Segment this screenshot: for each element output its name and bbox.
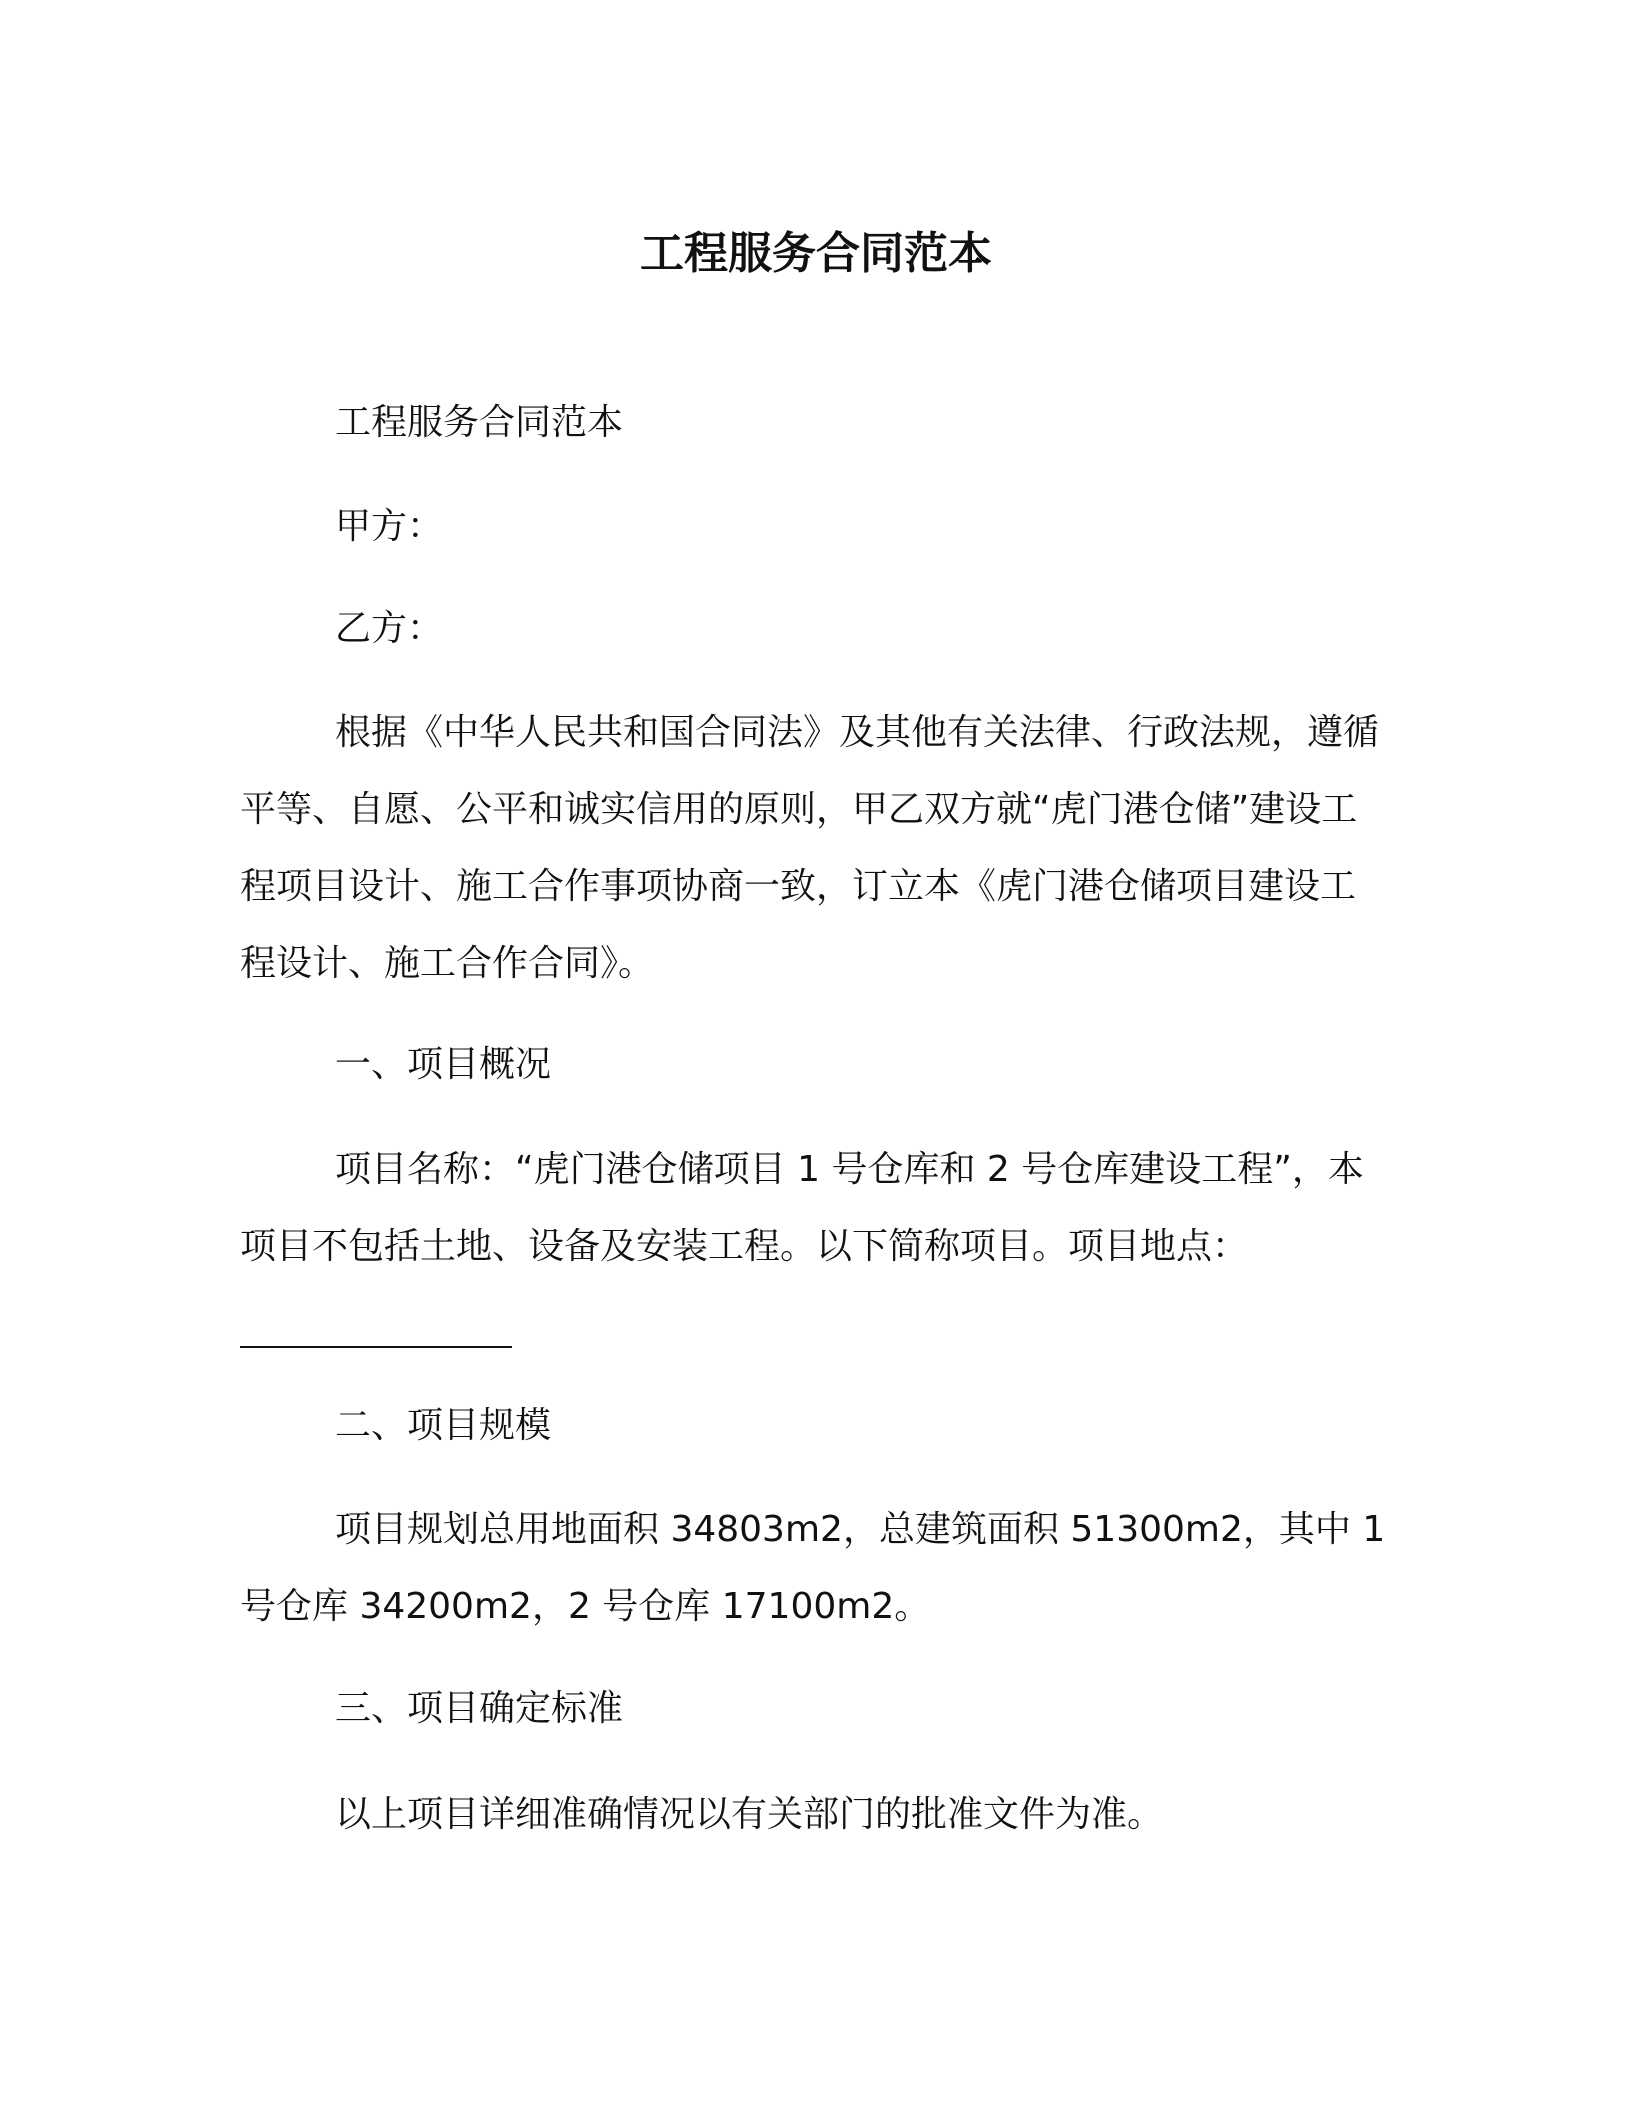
document-title: 工程服务合同范本 — [640, 228, 992, 279]
party-b-label: 乙方： — [335, 608, 444, 649]
section-1-body: 项目名称：“虎门港仓储项目 1 号仓库和 2 号仓库建设工程”，本项目不包括土地、设备及安装工程。以下简称项目。项目地点： — [240, 1149, 1364, 1267]
section-2-heading: 二、项目规模 — [335, 1405, 552, 1446]
section-2-body: 项目规划总用地面积 34803m2，总建筑面积 51300m2，其中 1 号仓库 34200m2，2 号仓库 17100m2。 — [240, 1509, 1386, 1627]
section-1-heading: 一、项目概况 — [335, 1044, 552, 1085]
project-location-blank — [240, 1346, 512, 1348]
section-3-heading: 三、项目确定标准 — [335, 1688, 624, 1729]
preamble-paragraph: 根据《中华人民共和国合同法》及其他有关法律、行政法规，遵循平等、自愿、公平和诚实信用的原则，甲乙双方就“虎门港仓储”建设工程项目设计、施工合作事项协商一致，订立本《虎门港仓储项目建设工程设计、施工合作合同》。 — [240, 712, 1380, 984]
party-a-label: 甲方： — [335, 506, 444, 547]
section-3-body: 以上项目详细准确情况以有关部门的批准文件为准。 — [335, 1794, 1164, 1835]
contract-subtitle: 工程服务合同范本 — [335, 402, 624, 443]
